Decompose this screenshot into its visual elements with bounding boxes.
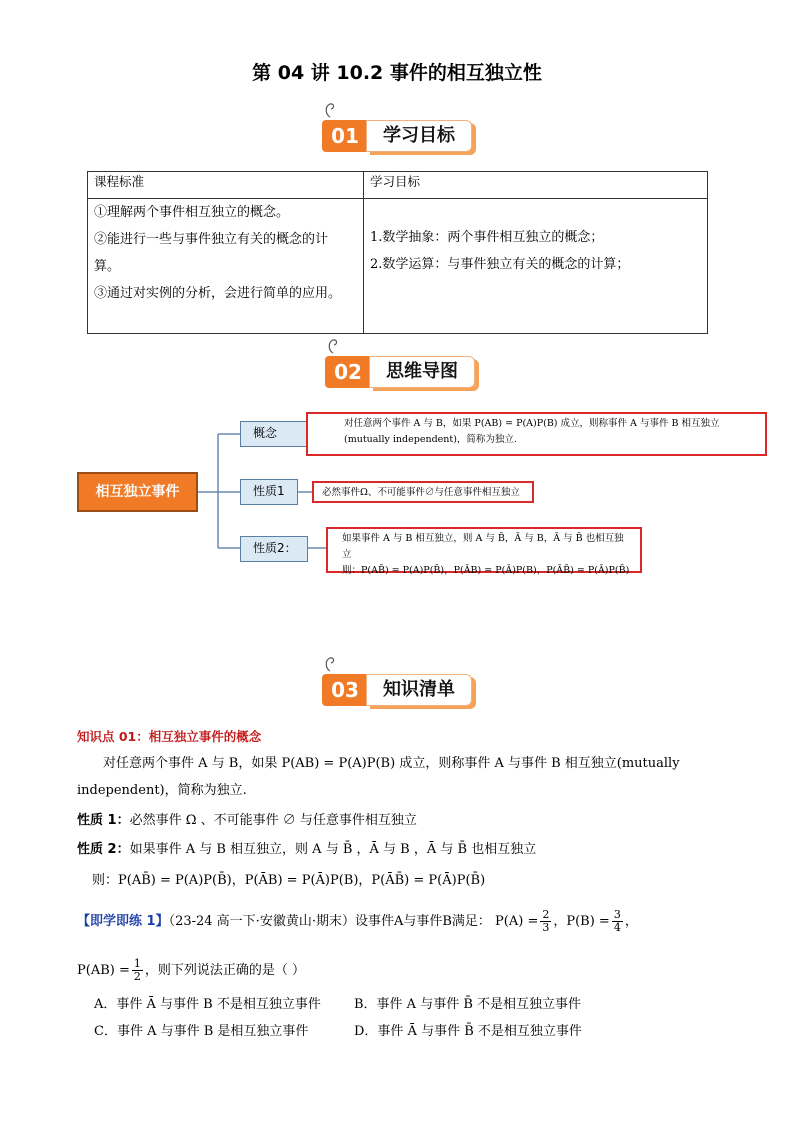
definition-line1: 对任意两个事件 A 与 B，如果 P(AB) = P(A)P(B) 成立，则称事件 A 与事件 B 相互独立(mutually — [103, 756, 680, 771]
denominator: 4 — [613, 921, 621, 934]
property2-box — [326, 527, 642, 576]
numerator: 1 — [133, 957, 141, 970]
standard-line: ①理解两个事件相互独立的概念。 — [94, 205, 290, 220]
numerator: 3 — [613, 908, 621, 921]
section-number: 02 — [325, 356, 371, 388]
prob-b: ，P(B) = — [553, 914, 610, 929]
prob-a: P(A) = — [495, 914, 539, 929]
question-tail: ，则下列说法正确的是（ ） — [144, 963, 305, 978]
property1-text: 必然事件 Ω 、不可能事件 ∅ 与任意事件相互独立 — [129, 813, 417, 828]
section-number: 03 — [322, 674, 368, 706]
mindmap-node-property1: 性质1 — [240, 479, 298, 505]
curl-icon — [324, 656, 336, 672]
property2-text: 如果事件 A 与 B 相互独立，则 A 与 B̄ ，Ā 与 B ，Ā 与 B̄ 也相互独立 — [129, 842, 537, 857]
section-label: 知识清单 — [366, 674, 472, 706]
definition-line2: independent)，简称为独立. — [77, 783, 247, 798]
knowledge-point-title: 知识点 01：相互独立事件的概念 — [77, 729, 262, 744]
mindmap-node-property2: 性质2： — [240, 536, 308, 562]
exercise-stem: 【即学即练 1】（23-24 高一下·安徽黄山·期末）设事件A与事件B满足： P(A) = $\frac{2}{3}$ ，P(B) = $\frac{3}{4}$ ， — [77, 908, 638, 934]
exercise-stem-cont — [77, 958, 305, 983]
section-badge-03 — [322, 670, 472, 710]
option-a[interactable]: A．事件 Ā 与事件 B 不是相互独立事件 — [94, 997, 321, 1012]
property1-box: 必然事件Ω、不可能事件∅与任意事件相互独立 — [312, 481, 534, 503]
table-header: 课程标准 — [88, 172, 364, 199]
denominator: 3 — [542, 921, 550, 934]
standard-line: 算。 — [94, 259, 121, 274]
standard-line: ②能进行一些与事件独立有关的概念的计 — [94, 232, 329, 247]
property2-line2: 则：P(AB̄) = P(A)P(B̄)，P(ĀB) = P(Ā)P(B)，P(ĀB̄) = P(Ā)P(B̄) — [342, 565, 630, 576]
concept-box: 对任意两个事件 A 与 B，如果 P(AB) = P(A)P(B) 成立，则称事件 A 与事件 B 相互独立(mutually independent)，简称为独立. — [306, 412, 767, 456]
option-b[interactable]: B．事件 A 与事件 B̄ 不是相互独立事件 — [354, 997, 582, 1012]
exercise-source: （23-24 高一下·安徽黄山·期末）设事件A与事件B满足： — [168, 914, 491, 929]
mindmap-node-concept: 概念 — [240, 421, 308, 447]
objective-line: 1.数学抽象：两个事件相互独立的概念； — [370, 230, 604, 245]
fraction-ab — [132, 958, 143, 983]
property2-line1: 如果事件 A 与 B 相互独立，则 A 与 B̄，Ā 与 B，Ā 与 B̄ 也相互独立 — [342, 533, 624, 560]
denominator: 2 — [133, 970, 141, 983]
table-header: 学习目标 — [364, 172, 708, 199]
page-title: 第 04 讲 10.2 事件的相互独立性 — [252, 62, 542, 84]
property1-label: 性质 1： — [77, 813, 130, 828]
mindmap-root: 相互独立事件 — [77, 472, 198, 512]
objective-line: 2.数学运算：与事件独立有关的概念的计算； — [370, 257, 630, 272]
numerator: 2 — [542, 908, 550, 921]
exercise-tag: 【即学即练 1】 — [77, 914, 169, 929]
fraction-a — [540, 909, 551, 934]
option-c[interactable]: C．事件 A 与事件 B 是相互独立事件 — [94, 1024, 309, 1039]
section-label: 学习目标 — [366, 120, 472, 152]
property2-row — [77, 838, 536, 862]
property2-label: 性质 2： — [77, 842, 130, 857]
section-number: 01 — [322, 120, 368, 152]
property2-formula: 则：P(AB̄) = P(A)P(B̄)，P(ĀB) = P(Ā)P(B)，P(ĀB̄) = P(Ā)P(B̄) — [92, 873, 486, 888]
property1-row — [77, 809, 417, 833]
standard-line: ③通过对实例的分析，会进行简单的应用。 — [94, 286, 342, 301]
option-d[interactable]: D．事件 Ā 与事件 B̄ 不是相互独立事件 — [354, 1024, 582, 1039]
prob-ab: P(AB) = — [77, 963, 130, 978]
fraction-b — [612, 909, 623, 934]
section-label: 思维导图 — [369, 356, 475, 388]
